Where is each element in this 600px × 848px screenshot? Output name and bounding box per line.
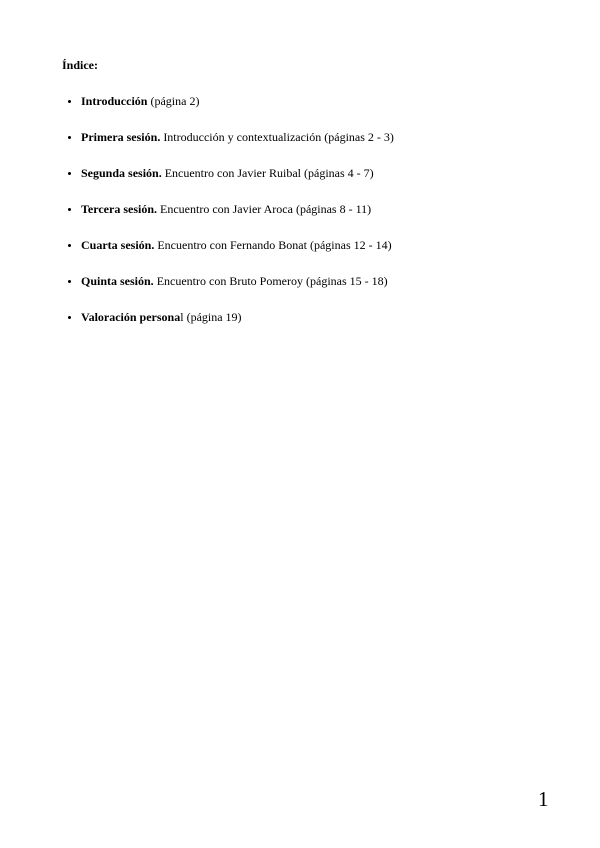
bullet-icon <box>68 244 71 247</box>
toc-item-title: Cuarta sesión. <box>81 238 155 252</box>
toc-item-session-3 <box>62 202 582 238</box>
index-heading: Índice: <box>62 58 98 72</box>
toc-item-title: Primera sesión. <box>81 130 161 144</box>
toc-item-session-2 <box>62 166 582 202</box>
bullet-icon <box>68 136 71 139</box>
bullet-icon <box>68 208 71 211</box>
toc-item-session-5 <box>62 274 582 310</box>
toc-item-detail: Encuentro con Javier Ruibal (páginas 4 - 7) <box>161 166 374 180</box>
toc-item-detail: Introducción y contextualización (páginas 2 - 3) <box>160 130 394 144</box>
toc-item-title: Introducción <box>81 94 148 108</box>
toc-item-detail: (página 2) <box>147 94 200 108</box>
toc-item-detail: l (página 19) <box>180 310 242 324</box>
bullet-icon <box>68 316 71 319</box>
bullet-icon <box>68 100 71 103</box>
toc-item-detail: Encuentro con Fernando Bonat (páginas 12 - 14) <box>154 238 392 252</box>
toc-item-session-4 <box>62 238 582 274</box>
toc-item-introduction <box>62 94 582 130</box>
toc-item-detail: Encuentro con Bruto Pomeroy (páginas 15 - 18) <box>153 274 388 288</box>
bullet-icon <box>68 280 71 283</box>
toc-item-title: Segunda sesión. <box>81 166 162 180</box>
page-number: 1 <box>538 787 549 811</box>
bullet-icon <box>68 172 71 175</box>
toc-item-title: Tercera sesión. <box>81 202 157 216</box>
toc-item-title: Valoración persona <box>81 310 181 324</box>
table-of-contents <box>62 94 582 346</box>
toc-item-title: Quinta sesión. <box>81 274 154 288</box>
toc-item-session-1 <box>62 130 582 166</box>
toc-item-personal-assessment <box>62 310 582 346</box>
toc-item-detail: Encuentro con Javier Aroca (páginas 8 - 11) <box>157 202 372 216</box>
